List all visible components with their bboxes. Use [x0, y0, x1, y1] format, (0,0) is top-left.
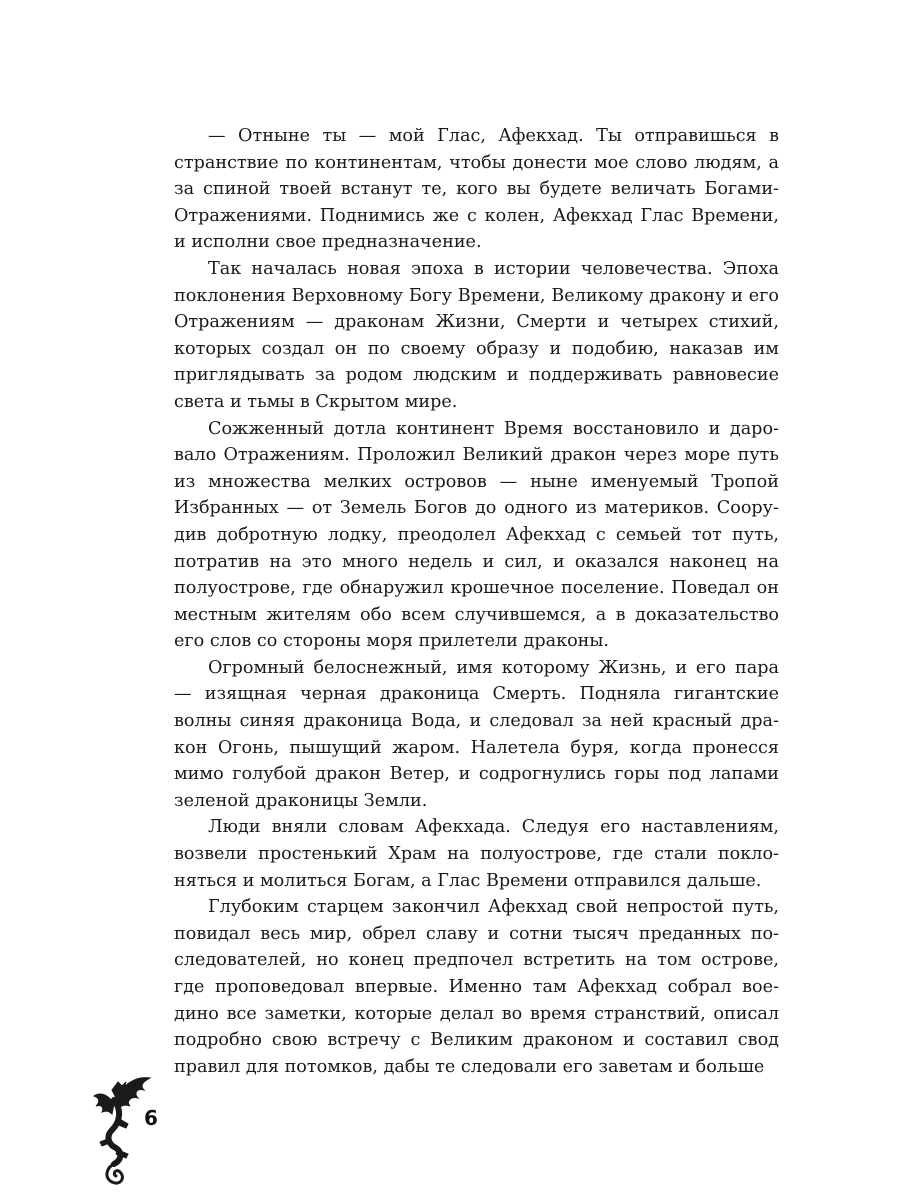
paragraph-1: — Отныне ты — мой Глас, Афекхад. Ты отправишься в странствие по континентам, чтобы донести мое слово людям, а за спиной твоей встанут те, кого вы будете величать Богами-Отражениями. Поднимись же с колен, Афекхад Глас Времени, и исполни свое предназначение. — [174, 126, 779, 253]
dragon-icon — [92, 1070, 154, 1190]
page-number: 6 — [144, 1106, 158, 1130]
paragraph-4: Огромный белоснежный, имя которому Жизнь, и его пара — изящная черная драконица Смерть. Подняла гигантские волны синяя драконица Вода, и следовал за ней красный дракон Огонь, пышущий жаром. Налетела буря, когда пронесся мимо голубой дракон Ветер, и содрогнулись горы под лапами зеленой драконицы Земли. — [174, 657, 779, 811]
paragraph-3: Сожженный дотла континент Время восстановило и даровало Отражениям. Проложил Великий дракон через море путь из множества мелких островов — ныне именуемый Тропой Избранных — от Земель Богов до одного из материков. Соорудив добротную лодку, преодолел Афекхад с семьей тот путь, потратив на это много недель и сил, и оказался наконец на полуострове, где обнаружил крошечное поселение. Поведал он местным жителям обо всем случившемся, а в доказательство его слов со стороны моря прилетели драконы. — [174, 418, 779, 652]
paragraph-5: Люди вняли словам Афекхада. Следуя его наставлениям, возвели простенький Храм на полуострове, где стали поклоняться и молиться Богам, а Глас Времени отправился дальше. — [174, 817, 779, 891]
paragraph-2: Так началась новая эпоха в истории человечества. Эпоха поклонения Верховному Богу Времени, Великому дракону и его Отражениям — драконам Жизни, Смерти и четырех стихий, которых создал он по своему образу и подобию, наказав им приглядывать за родом людским и поддерживать равновесие света и тьмы в Скрытом мире. — [174, 258, 779, 412]
paragraph-6: Глубоким старцем закончил Афекхад свой непростой путь, повидал весь мир, обрел славу и сотни тысяч преданных последователей, но конец предпочел встретить на том острове, где проповедовал впервые. Именно там Афекхад собрал воедино все заметки, которые делал во время странствий, описал подробно свою встречу с Великим драконом и составил свод правил для потомков, дабы те следовали его заветам и больше — [174, 897, 779, 1077]
body-text — [174, 123, 779, 1080]
